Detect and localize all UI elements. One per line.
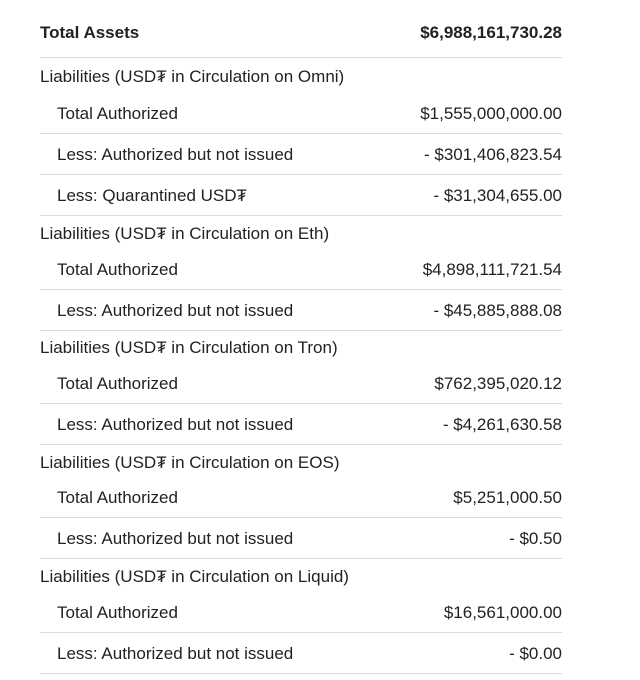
row-label: Less: Authorized but not issued (57, 300, 294, 320)
row-label: Total Authorized (57, 373, 178, 393)
eos-liabilities-heading: Liabilities (USD₮ in Circulation on EOS) (40, 453, 340, 472)
omni-liabilities-heading: Liabilities (USD₮ in Circulation on Omni) (40, 67, 345, 86)
total-assets-row (40, 18, 562, 48)
eos-not-issued-row (40, 519, 562, 559)
total-assets-label: Total Assets (40, 23, 140, 42)
omni-quarantined-row (40, 176, 562, 216)
row-label: Less: Authorized but not issued (57, 643, 294, 663)
row-amount: $5,251,000.50 (453, 487, 562, 507)
eth-liabilities-heading: Liabilities (USD₮ in Circulation on Eth) (40, 224, 330, 243)
row-amount: - $0.00 (509, 643, 562, 663)
omni-total-authorized-row (40, 94, 562, 134)
row-label: Total Authorized (57, 602, 178, 622)
liquid-liabilities-heading: Liabilities (USD₮ in Circulation on Liquid) (40, 567, 349, 586)
row-label: Total Authorized (57, 103, 178, 123)
tron-total-authorized-row (40, 364, 562, 404)
row-amount: $1,555,000,000.00 (420, 103, 562, 123)
total-assets-divider (40, 57, 562, 58)
row-amount: - $45,885,888.08 (433, 300, 562, 320)
tron-liabilities-heading: Liabilities (USD₮ in Circulation on Tron) (40, 338, 338, 357)
row-label: Total Authorized (57, 259, 178, 279)
row-amount: - $31,304,655.00 (433, 185, 562, 205)
row-label: Less: Authorized but not issued (57, 414, 294, 434)
row-amount: - $4,261,630.58 (442, 414, 562, 434)
total-assets-value: $6,988,161,730.28 (420, 23, 562, 42)
row-label: Less: Authorized but not issued (57, 144, 294, 164)
row-amount: $16,561,000.00 (443, 602, 562, 622)
omni-not-issued-row (40, 135, 562, 175)
eos-total-authorized-row (40, 478, 562, 518)
liquid-total-authorized-row (40, 593, 562, 633)
row-amount: $4,898,111,721.54 (422, 259, 562, 279)
eth-not-issued-row (40, 291, 562, 331)
tron-not-issued-row (40, 405, 562, 445)
row-amount: - $0.50 (509, 528, 562, 548)
row-amount: - $301,406,823.54 (423, 144, 562, 164)
row-amount: $762,395,020.12 (434, 373, 562, 393)
row-label: Less: Authorized but not issued (57, 528, 294, 548)
liquid-not-issued-row (40, 634, 562, 674)
eth-total-authorized-row (40, 250, 562, 290)
row-label: Total Authorized (57, 487, 178, 507)
row-label: Less: Quarantined USD₮ (57, 185, 247, 205)
